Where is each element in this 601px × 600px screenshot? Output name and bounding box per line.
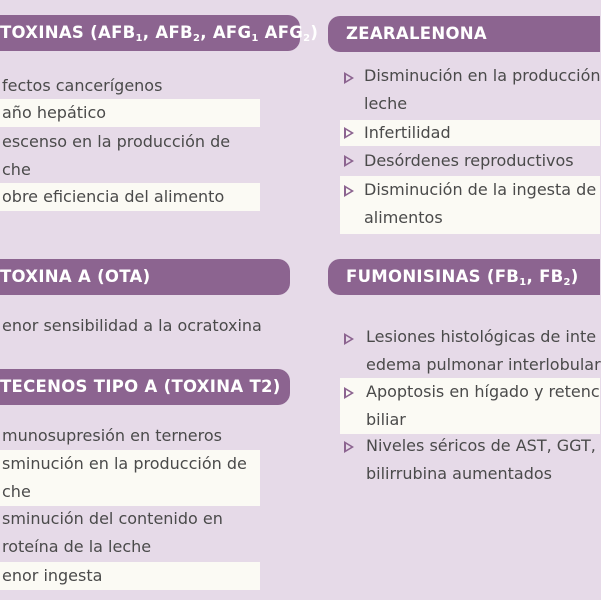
triangle-right-outline-icon [344, 127, 354, 139]
header-text: TOXINA A (OTA) [0, 267, 151, 286]
list-item: escenso en la producción de [2, 132, 231, 151]
header-text: , FB [526, 267, 564, 286]
header-text: ) [570, 267, 579, 286]
header-text: AFG [258, 23, 304, 42]
list-item-text: Lesiones histológicas de inte [366, 327, 597, 346]
header-text: ) [310, 23, 319, 42]
header-text: , AFB [142, 23, 193, 42]
list-item-text: biliar [366, 410, 406, 429]
list-item: enor ingesta [0, 562, 260, 590]
triangle-right-outline-icon [344, 441, 354, 453]
list-item [340, 323, 600, 379]
list-item: che [2, 160, 31, 179]
list-item-text: alimentos [364, 208, 443, 227]
subscript: 1 [519, 277, 527, 288]
list-item: roteína de la leche [2, 537, 152, 556]
list-item [340, 378, 600, 434]
subscript: 2 [563, 277, 571, 288]
list-item-text: bilirrubina aumentados [366, 464, 553, 483]
header-text: ZEARALENONA [346, 24, 487, 43]
list-item: año hepático [0, 99, 260, 127]
list-item [340, 432, 600, 488]
list-item-text: leche [364, 94, 408, 113]
subscript: 2 [192, 33, 201, 44]
zearalenona-header [328, 16, 600, 52]
list-item [340, 147, 600, 175]
list-item: fectos cancerígenos [2, 76, 163, 95]
header-text: TOXINAS (AFB [0, 23, 136, 42]
list-item-text: Disminución en la producción [364, 66, 601, 85]
list-item: obre eficiencia del alimento [0, 183, 260, 211]
list-item: munosupresión en terneros [2, 426, 222, 445]
triangle-right-outline-icon [344, 185, 354, 197]
list-item: enor sensibilidad a la ocratoxina [2, 316, 262, 335]
triangle-right-outline-icon [344, 155, 354, 167]
list-item: sminución del contenido en [2, 509, 223, 528]
header-text: , AFG [200, 23, 252, 42]
list-item: sminución en la producción de [0, 450, 260, 478]
list-item: che [0, 478, 260, 506]
triangle-right-outline-icon [344, 387, 354, 399]
list-item [340, 176, 600, 234]
list-item-text: edema pulmonar interlobular [366, 355, 601, 374]
list-item-text: Disminución de la ingesta de [364, 180, 597, 199]
list-item-text: Infertilidad [364, 123, 451, 142]
header-text: FUMONISINAS (FB [346, 267, 520, 286]
aflatoxinas-header [0, 15, 319, 51]
ocratoxina-header [0, 259, 290, 295]
list-item [340, 62, 600, 120]
subscript: 1 [251, 33, 259, 44]
triangle-right-outline-icon [344, 333, 354, 345]
header-text: TECENOS TIPO A (TOXINA T2) [0, 377, 281, 396]
subscript: 1 [135, 33, 143, 44]
list-item-text: Niveles séricos de AST, GGT, [366, 436, 596, 455]
subscript: 2 [303, 33, 311, 44]
tricotecenos-header [0, 369, 290, 405]
triangle-right-outline-icon [344, 72, 354, 84]
list-item-text: Apoptosis en hígado y retenc [366, 382, 600, 401]
list-item-text: Desórdenes reproductivos [364, 151, 574, 170]
fumonisinas-header [328, 259, 600, 295]
list-item [340, 120, 600, 146]
